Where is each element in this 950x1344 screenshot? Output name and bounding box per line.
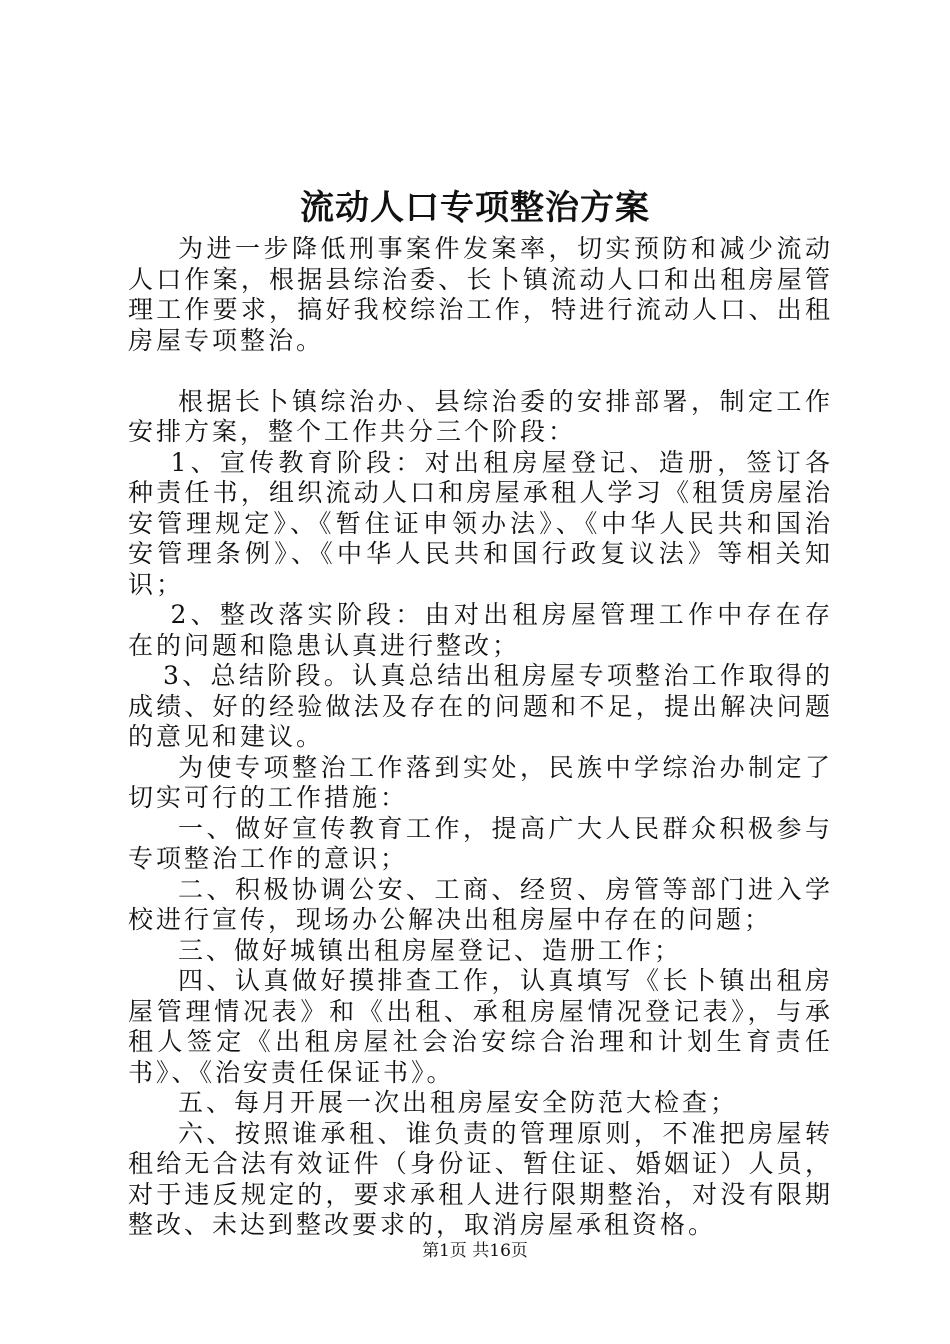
paragraph-measure-1: 一、做好宣传教育工作，提高广大人民群众积极参与专项整治工作的意识；: [128, 813, 833, 873]
paragraph-intro: 为进一步降低刑事案件发案率，切实预防和减少流动人口作案，根据县综治委、长卜镇流动人口和出租房屋管理工作要求，搞好我校综治工作，特进行流动人口、出租房屋专项整治。: [128, 234, 833, 355]
paragraph-measures-intro: 为使专项整治工作落到实处，民族中学综治办制定了切实可行的工作措施：: [128, 752, 833, 812]
paragraph-measure-5: 五、每月开展一次出租房屋安全防范大检查；: [178, 1088, 739, 1117]
paragraph-stage-1: 1、宣传教育阶段：对出租房屋登记、造册，签订各种责任书，组织流动人口和房屋承租人学习《租赁房屋治安管理规定》、《暂住证申领办法》、《中华人民共和国治安管理条例》、《中华人民共和国行政复议法》等相关知识；: [128, 447, 833, 599]
paragraph-arrangement: 根据长卜镇综治办、县综治委的安排部署，制定工作安排方案，整个工作共分三个阶段：: [128, 386, 833, 446]
document-title: 流动人口专项整治方案: [300, 188, 650, 228]
paragraph-measure-6: 六、按照谁承租、谁负责的管理原则，不准把房屋转租给无合法有效证件（身份证、暂住证、婚姻证）人员，对于违反规定的，要求承租人进行限期整治，对没有限期整改、未达到整改要求的，取消房屋承租资格。: [128, 1118, 833, 1239]
paragraph-gap: [128, 356, 833, 387]
paragraph-stage-3: 3、总结阶段。认真总结出租房屋专项整治工作取得的成绩、好的经验做法及存在的问题和不足，提出解决问题的意见和建议。: [128, 661, 833, 751]
paragraph-measure-4: 四、认真做好摸排查工作，认真填写《长卜镇出租房屋管理情况表》和《出租、承租房屋情况登记表》，与承租人签定《出租房屋社会治安综合治理和计划生育责任书》、《治安责任保证书》。: [128, 966, 833, 1087]
document-body: [128, 234, 833, 1241]
paragraph-measure-3: 三、做好城镇出租房屋登记、造册工作；: [178, 935, 683, 965]
paragraph-stage-2: 2、整改落实阶段：由对出租房屋管理工作中存在存在的问题和隐患认真进行整改；: [128, 600, 833, 660]
paragraph-measure-2: 二、积极协调公安、工商、经贸、房管等部门进入学校进行宣传，现场办公解决出租房屋中存在的问题；: [128, 874, 833, 934]
page-footer: 第1页 共16页: [422, 1241, 528, 1261]
